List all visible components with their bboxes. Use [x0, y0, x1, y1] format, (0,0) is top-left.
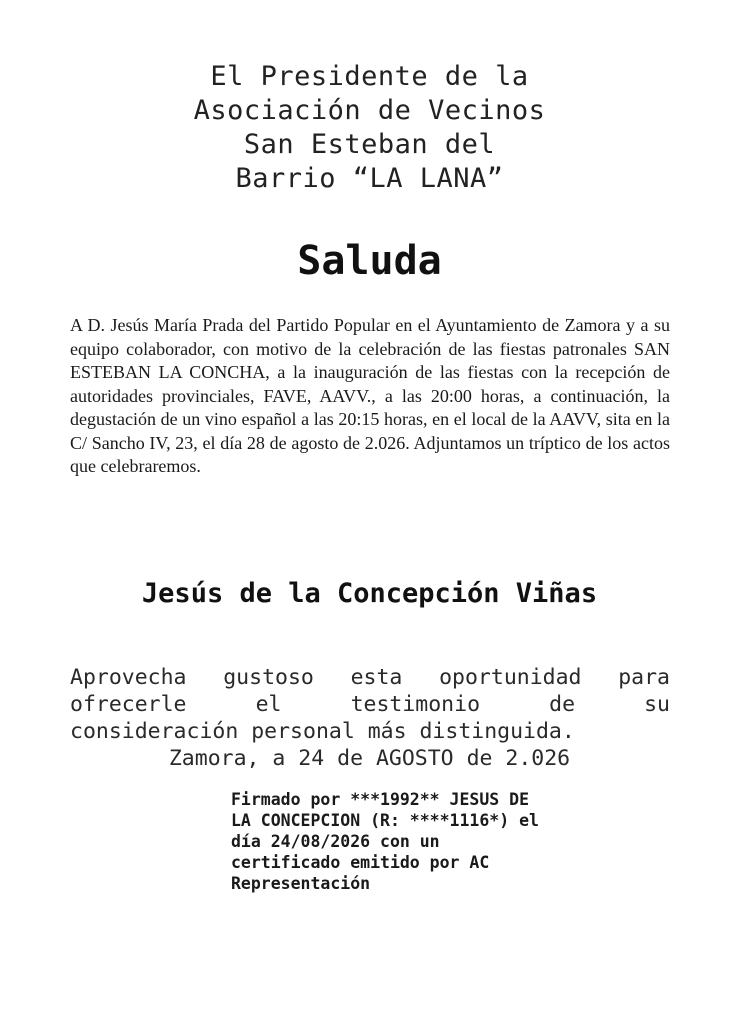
- sender-line: Barrio “LA LANA”: [235, 163, 504, 194]
- closing-line: [70, 664, 670, 691]
- closing-line: consideración personal más distinguida.: [70, 719, 575, 744]
- closing-word: gustoso: [223, 665, 314, 690]
- signature-stamp-line: Firmado por ***1992** JESUS DE: [231, 790, 530, 809]
- closing-word: su: [644, 692, 670, 717]
- closing-word: oportunidad: [439, 665, 582, 690]
- sender-line: Asociación de Vecinos: [193, 95, 546, 126]
- closing-paragraph: [70, 664, 670, 745]
- sender-header: [0, 60, 739, 196]
- closing-line: [70, 691, 670, 718]
- closing-word: testimonio: [350, 692, 481, 717]
- place-and-date: Zamora, a 24 de AGOSTO de 2.026: [168, 746, 571, 771]
- signature-stamp-line: Representación: [231, 874, 371, 893]
- closing-word: el: [255, 692, 282, 717]
- document-title: Saluda: [297, 238, 442, 284]
- signer-name: Jesús de la Concepción Viñas: [141, 578, 598, 609]
- closing-word: de: [549, 692, 576, 717]
- signature-stamp-line: certificado emitido por AC: [231, 853, 490, 872]
- closing-word: para: [618, 665, 670, 690]
- digital-signature-stamp: [231, 789, 671, 894]
- body-paragraph: A D. Jesús María Prada del Partido Popular en el Ayuntamiento de Zamora y a su equipo colaborador, con motivo de la celebración de las fiestas patronales SAN ESTEBAN LA CONCHA, a la inauguración de las fiestas con la recepción de autoridades provinciales, FAVE, AAVV., a las 20:00 horas, a continuación, la degustación de un vino español a las 20:15 horas, en el local de la AAVV, sita en la C/ Sancho IV, 23, el día 28 de agosto de 2.026. Adjuntamos un tríptico de los actos que celebraremos.: [70, 315, 670, 476]
- closing-word: ofrecerle: [70, 692, 187, 717]
- closing-word: esta: [350, 665, 403, 690]
- sender-line: San Esteban del: [243, 129, 496, 160]
- signature-stamp-line: LA CONCEPCION (R: ****1116*) el: [231, 811, 539, 830]
- closing-word: Aprovecha: [70, 665, 187, 690]
- signature-stamp-line: día 24/08/2026 con un: [231, 832, 440, 851]
- sender-line: El Presidente de la: [210, 61, 529, 92]
